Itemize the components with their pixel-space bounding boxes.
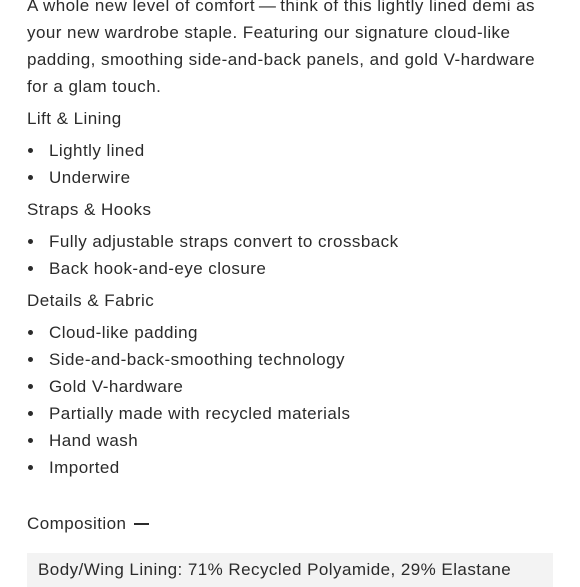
bullet-icon — [28, 148, 33, 153]
list-item-text: Lightly lined — [49, 141, 145, 160]
composition-panel — [27, 553, 553, 587]
list-item — [27, 255, 557, 282]
bullet-icon — [28, 465, 33, 470]
list-item-text: Gold V-hardware — [49, 377, 184, 396]
bullet-icon — [28, 411, 33, 416]
list-item-text: Fully adjustable straps convert to crossback — [49, 232, 399, 251]
composition-toggle[interactable] — [27, 510, 557, 537]
section-heading: Details & Fabric — [27, 291, 155, 310]
list-item-text: Partially made with recycled materials — [49, 404, 351, 423]
product-details — [27, 0, 557, 587]
list-item-text: Hand wash — [49, 431, 139, 450]
list-item — [27, 228, 557, 255]
list-item — [27, 454, 557, 481]
bullet-icon — [28, 266, 33, 271]
bullet-icon — [28, 438, 33, 443]
list-item-text: Back hook-and-eye closure — [49, 259, 267, 278]
minus-icon — [134, 523, 149, 525]
list-item-text: Cloud-like padding — [49, 323, 198, 342]
product-description: A whole new level of comfort — think of this lightly lined demi as your new wardrobe staple. Featuring our signature cloud-like padding, smoothing side-and-back panels, and gold V-hardware for a glam touch. — [27, 0, 536, 96]
bullet-icon — [28, 239, 33, 244]
list-item-text: Underwire — [49, 168, 131, 187]
composition-heading: Composition — [27, 513, 127, 533]
list-item-text: Side-and-back-smoothing technology — [49, 350, 345, 369]
list-item — [27, 319, 557, 346]
list-item — [27, 164, 557, 191]
section-heading: Lift & Lining — [27, 109, 122, 128]
list-item-text: Imported — [49, 458, 120, 477]
composition-text: Body/Wing Lining: 71% Recycled Polyamide, 29% Elastane — [38, 560, 512, 579]
feature-list — [27, 319, 557, 481]
list-item — [27, 400, 557, 427]
list-item — [27, 373, 557, 400]
list-item — [27, 427, 557, 454]
list-item — [27, 346, 557, 373]
bullet-icon — [28, 330, 33, 335]
section-heading: Straps & Hooks — [27, 200, 152, 219]
feature-list — [27, 137, 557, 191]
feature-sections — [27, 105, 557, 481]
bullet-icon — [28, 357, 33, 362]
feature-list — [27, 228, 557, 282]
list-item — [27, 137, 557, 164]
bullet-icon — [28, 175, 33, 180]
bullet-icon — [28, 384, 33, 389]
